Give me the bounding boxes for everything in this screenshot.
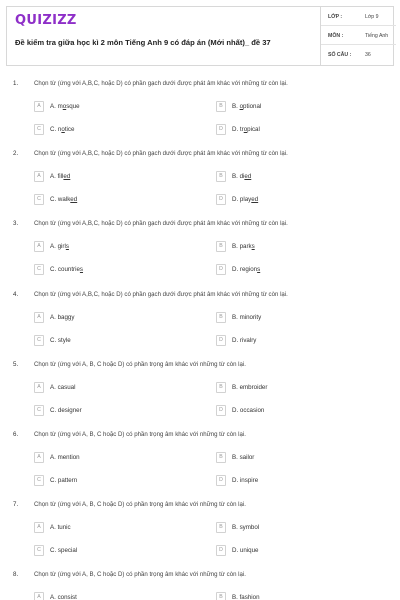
option-text [50, 126, 74, 133]
option-text [50, 173, 70, 180]
option-letter-badge: C [34, 194, 44, 205]
option-text-underlined: s [251, 243, 255, 251]
option-text-end: pical [247, 126, 260, 133]
option-text [50, 384, 75, 391]
option-letter-badge: D [216, 405, 226, 416]
option-text-start: D. occasion [232, 406, 265, 414]
option-text [50, 266, 83, 273]
option-text-end: sque [66, 103, 80, 110]
meta-value-subject: Tiếng Anh [365, 33, 389, 39]
option-text [232, 407, 264, 414]
option-letter-badge: B [216, 382, 226, 393]
option-text-start: B. minority [232, 313, 262, 321]
option-letter-badge: B [216, 312, 226, 323]
meta-value-question-count: 36 [365, 52, 371, 58]
option-text [232, 524, 259, 531]
option-text-start: A. girl [50, 243, 66, 251]
option-letter-badge: A [34, 312, 44, 323]
option-letter-badge: C [34, 545, 44, 556]
option-text-start: C. special [50, 547, 78, 555]
option-text-end: ptional [243, 103, 262, 110]
question-text: Chọn từ (ứng với A, B, C hoặc D) có phần trọng âm khác với những từ còn lại. [34, 571, 246, 579]
option-letter-badge: A [34, 382, 44, 393]
option-text [50, 547, 77, 554]
option-letter-badge: A [34, 452, 44, 463]
option-text-start: C. countrie [50, 266, 80, 274]
question-text: Chọn từ (ứng với A,B,C, hoặc D) có phần gạch dưới được phát âm khác với những từ còn lại. [34, 220, 288, 228]
meta-key-subject: MÔN : [328, 33, 344, 39]
option-text-underlined: ed [251, 196, 259, 204]
option-text-start: A. mention [50, 454, 80, 461]
option-text [50, 337, 71, 344]
option-text-start: D. rivalry [232, 336, 257, 344]
option-text [50, 314, 74, 321]
question-text: Chọn từ (ứng với A, B, C hoặc D) có phần trọng âm khác với những từ còn lại. [34, 360, 246, 368]
option-text-underlined: ed [63, 173, 71, 181]
option-letter-badge: B [216, 592, 226, 600]
option-text-start: D. region [232, 266, 258, 274]
option-text-underlined: o [62, 103, 67, 110]
option-text-start: C. walk [50, 196, 71, 204]
option-text-start: B. di [232, 173, 245, 181]
option-text-start: B. symbol [232, 524, 260, 532]
meta-row-subject [321, 26, 396, 45]
option-text-underlined: ed [70, 196, 78, 204]
option-letter-badge: A [34, 241, 44, 252]
option-letter-badge: B [216, 101, 226, 112]
option-text-underlined: s [65, 243, 69, 251]
option-text [232, 384, 267, 391]
option-text [232, 266, 260, 273]
option-text [232, 243, 255, 250]
option-text-start: A. m [50, 103, 63, 110]
option-text-start: A. tunic [50, 524, 71, 532]
option-text-underlined: o [239, 103, 244, 110]
option-text-underlined: s [79, 266, 84, 274]
document-title: Đề kiểm tra giữa học kì 2 môn Tiếng Anh 9 có đáp án (Mới nhất)_ đề 37 [15, 38, 271, 47]
option-text [50, 196, 77, 203]
option-text-start: D. unique [232, 547, 259, 555]
question-item [0, 220, 400, 290]
option-text [50, 407, 82, 414]
option-text [50, 243, 69, 250]
option-letter-badge: C [34, 335, 44, 346]
option-text-end: tice [64, 126, 75, 133]
option-letter-badge: A [34, 101, 44, 112]
option-letter-badge: A [34, 171, 44, 182]
option-text [232, 314, 261, 321]
option-text [232, 173, 251, 180]
question-item [0, 431, 400, 501]
question-item [0, 80, 400, 150]
option-text [232, 454, 254, 461]
option-text-start: B. [232, 103, 240, 110]
option-text [232, 477, 258, 484]
option-letter-badge: A [34, 592, 44, 600]
option-letter-badge: C [34, 475, 44, 486]
option-letter-badge: B [216, 241, 226, 252]
option-letter-badge: D [216, 194, 226, 205]
option-text-start: A. baggy [50, 313, 75, 321]
question-number: 8. [13, 571, 19, 579]
option-text [50, 454, 80, 461]
option-text-start: D. play [232, 196, 252, 204]
meta-row-grade [321, 7, 396, 26]
option-text [232, 103, 261, 110]
option-text [232, 594, 260, 600]
option-text-start: D. tr [232, 126, 244, 133]
option-letter-badge: C [34, 405, 44, 416]
option-letter-badge: B [216, 171, 226, 182]
option-text-underlined: ed [244, 173, 252, 181]
question-item [0, 361, 400, 431]
option-text-start: D. inspire [232, 477, 259, 484]
question-text: Chọn từ (ứng với A,B,C, hoặc D) có phần gạch dưới được phát âm khác với những từ còn lại. [34, 290, 288, 298]
option-text [232, 547, 259, 554]
worksheet-header [6, 6, 394, 66]
option-text-underlined: o [243, 126, 248, 133]
option-text-start: C. designer [50, 406, 82, 414]
option-letter-badge: C [34, 264, 44, 275]
question-number: 4. [13, 290, 19, 298]
option-text [232, 126, 260, 133]
question-text: Chọn từ (ứng với A, B, C hoặc D) có phần trọng âm khác với những từ còn lại. [34, 431, 246, 438]
option-text-start: C. n [50, 126, 62, 133]
option-text [50, 103, 80, 110]
option-text-start: B. park [232, 243, 252, 251]
option-letter-badge: D [216, 475, 226, 486]
option-text [50, 524, 71, 531]
option-text-start: A. casual [50, 383, 76, 391]
quizizz-logo: QUIZIZZ [15, 13, 77, 28]
option-text-start: A. fill [50, 173, 64, 181]
option-text [232, 196, 258, 203]
option-text [50, 477, 77, 484]
question-item [0, 501, 400, 571]
meta-row-question-count [321, 45, 396, 64]
question-item [0, 150, 400, 220]
question-text: Chọn từ (ứng với A,B,C, hoặc D) có phần gạch dưới được phát âm khác với những từ còn lại. [34, 150, 288, 158]
option-letter-badge: D [216, 124, 226, 135]
question-number: 2. [13, 150, 19, 158]
question-number: 6. [13, 431, 19, 438]
question-text: Chọn từ (ứng với A,B,C, hoặc D) có phần gạch dưới được phát âm khác với những từ còn lại. [34, 80, 288, 87]
meta-key-grade: LỚP : [328, 14, 343, 20]
question-number: 7. [13, 501, 19, 509]
meta-key-question-count: SỐ CÂU : [328, 52, 352, 58]
option-letter-badge: D [216, 335, 226, 346]
question-item [0, 291, 400, 361]
option-letter-badge: B [216, 452, 226, 463]
question-number: 3. [13, 220, 19, 228]
question-number: 5. [13, 360, 19, 368]
meta-value-grade: Lớp 9 [365, 14, 379, 20]
option-text-underlined: o [61, 126, 65, 133]
option-letter-badge: A [34, 522, 44, 533]
question-item [0, 571, 400, 600]
option-letter-badge: D [216, 264, 226, 275]
question-number: 1. [13, 80, 19, 87]
option-letter-badge: D [216, 545, 226, 556]
option-letter-badge: B [216, 522, 226, 533]
option-text-start: B. embroider [232, 383, 268, 391]
option-text-underlined: s [257, 266, 261, 274]
option-text-start: C. style [50, 336, 71, 344]
option-letter-badge: C [34, 124, 44, 135]
option-text-start: A. consist [50, 594, 77, 600]
option-text-start: B. fashion [232, 594, 260, 600]
option-text [232, 337, 256, 344]
question-text: Chọn từ (ứng với A, B, C hoặc D) có phần trọng âm khác với những từ còn lại. [34, 501, 246, 509]
meta-table [320, 7, 395, 65]
option-text-start: B. sailor [232, 454, 255, 461]
option-text [50, 594, 77, 600]
option-text-start: C. pattern [50, 477, 78, 484]
